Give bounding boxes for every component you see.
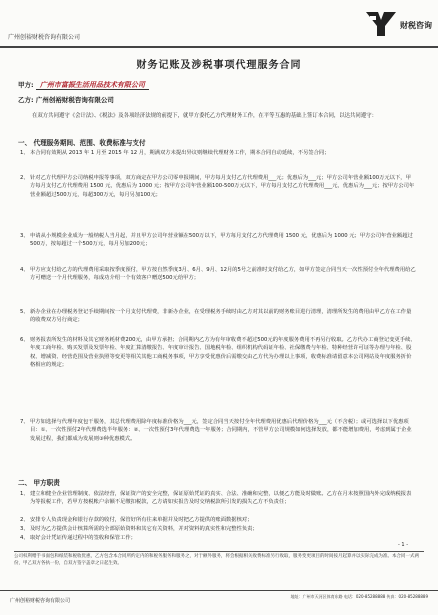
clause-text: 取好会计凭证传递过程中的签收和保管工作； bbox=[30, 535, 136, 541]
party-b-label: 乙方: bbox=[18, 96, 34, 104]
clause-number: 3、 bbox=[20, 526, 29, 532]
clause-number: 1、 bbox=[20, 150, 29, 156]
party-b bbox=[18, 95, 114, 104]
clause-2-2 bbox=[20, 516, 416, 524]
clause-1-3 bbox=[20, 232, 416, 249]
party-a-name: 广州市富振生活用品技术有限公司 bbox=[36, 80, 149, 90]
clause-text: 本合同有效期从 2013 年 1 月至 2015 年 12 月，期满双方未提出异议则继续代理财务工作，期本合同自动延续，不另签合同； bbox=[30, 150, 330, 156]
clause-text: 安排专人负责现金和银行存款的收付，保管好所有往来单据并及时把乙方提供的账面数据核对； bbox=[30, 517, 253, 523]
clause-1-4 bbox=[20, 266, 416, 283]
section-2-heading: 二、 甲方职责 bbox=[18, 479, 60, 487]
logo-icon bbox=[364, 10, 398, 38]
clause-text: 甲方应支付给乙方的代理费用采取按季度预付，甲方按自然季度3月、6月、9月、12月的5号之前准时支付给乙方，如甲方签定合同当天一次性预付全年代理费用给乙方可赠送一个月代理服务，每成功介绍一个有效客户赠送500元给甲方； bbox=[30, 267, 416, 282]
brand-name: 财税咨询 bbox=[400, 21, 432, 30]
contract-title: 财务记账及涉税事项代理服务合同 bbox=[136, 60, 302, 71]
clause-1-6 bbox=[20, 336, 416, 369]
clause-number: 1、 bbox=[20, 491, 29, 497]
clause-number: 5、 bbox=[20, 309, 29, 315]
clause-number: 7、 bbox=[20, 419, 29, 425]
clause-text: 甲方如选择与代理年度包干服务，其总代理费用除年度标准价格为___元，签定合同当天按付全年代理费用优惠后代理价格为___元（不含税）；或可选择以下优惠项目：①、一次性预付2年代理费选半年服务：②、一次性预付3年代理费选一年服务；合同期内，不管甲方公司规模如何选择发放，都不能增加费用，考虑到属于企业发展过程，我们都成为发展则③种优惠模式。 bbox=[30, 419, 412, 442]
clause-text: 财务报表所发生的材料及其它财务耗材费200元，由甲方承担；合同期内乙方为有年审收费不超过500元的年度服务费用不再另行收取。乙方代办工商登记变更手续、年度工商年检、购买发票及发票年检、年度汇算清缴报告、年度审计报告、国地税年检、组织机构代码证年检、社保缴费与年检、特种经营许可证等办理与年检、股权、增减资、经营范围及营业执照等变更等相关其他工商税务事项，甲方享受优惠价后需缴交由乙方代为办理以上事项，收费标准请留意本公司网站及年度服务折价格相应的规定； bbox=[30, 337, 416, 368]
party-a bbox=[18, 80, 149, 90]
clause-1-2 bbox=[20, 174, 416, 199]
clause-1-7 bbox=[20, 418, 416, 443]
section-1-heading: 一、 代理服务期间、范围、收费标准与支付 bbox=[18, 139, 146, 147]
party-a-label: 甲方: bbox=[18, 81, 34, 89]
clause-text: 申请从小规模企业成为一般纳税人当月起，并且甲方公司年营业额在500万以下，甲方每月支付乙方代理费用 1500 元，优惠后为 1000 元；甲方公司年营业额超过500万，按每超过一个500万元，每月另加200元； bbox=[30, 233, 413, 248]
clause-number: 2、 bbox=[20, 517, 29, 523]
clause-2-4 bbox=[20, 534, 416, 542]
page-header bbox=[0, 0, 438, 48]
page-footer bbox=[0, 590, 438, 616]
clause-text: 针对乙方代理甲方公司纳税申报等事项，双方商定在甲方公司零申报期间，甲方每月支付乙方代理费用___元；优惠后为___元；甲方公司年营业额100万元以下，甲方每月支付乙方代理费用 1500 元，优惠后为 1000 元；按甲方公司年营业额100-500万元以下，甲方每月支付乙方代理费用___元，优惠后为___元；按甲方公司年营业额超过500万元，每超300万元，每月另加100元； bbox=[30, 175, 415, 198]
clause-number: 4、 bbox=[20, 267, 29, 273]
footer-company: 广州创裕财税咨询有限公司 bbox=[10, 598, 71, 604]
clause-number: 2、 bbox=[20, 175, 29, 181]
footnote: 公司权利赠手书面包和纸装和税收优惠，乙方包含本合同所约定内的和税务服务和服务之，对于额外服务，将会根据相关收费标准另行收取，服务变更项目的时间按月起算并以实际完成为准。本合同一式两份，甲乙双方各执一份，自双方签字盖章之日起生效。 bbox=[14, 551, 424, 567]
clause-number: 3、 bbox=[20, 233, 29, 239]
clause-text: 新办企业在办理税务登记手续期间按一个月支付代理费，非新办企业，在受理税务手续时由乙方对其以前的财务账目进行清理，清理所发生的费用由甲乙方在工作量的收费双方另行商定； bbox=[30, 309, 412, 324]
header-company: 广州创裕财税咨询有限公司 bbox=[8, 34, 81, 41]
clause-1-5 bbox=[20, 308, 416, 325]
footer-contact: 地址：广州市天河区体育东路 电话：020-85288888 传真：020-85288889 bbox=[290, 594, 428, 599]
clause-2-1 bbox=[20, 490, 416, 507]
intro-paragraph: 在双方共同遵守《会计法》、《税法》及各项经济法规的前提下，就甲方委托乙方代理财务工作，在平等互惠的基础上签订本合同，以达共同遵守： bbox=[32, 113, 377, 119]
clause-text: 建立和健全企业管理制度、依法经营，保证资产的安全完整，保证原始凭证的真实、合法、准确和完整，以便乙方能及时做账。乙方在月末按照国内外完成纳税报表为等报税工作，若甲方按税帐户余额不足缴扣税款，乙方请如实报告及时交纳税款所引发的损失乙方不负责任； bbox=[30, 491, 412, 506]
page-number: - 1 - bbox=[398, 542, 408, 548]
clause-1-1 bbox=[20, 149, 416, 157]
clause-2-3 bbox=[20, 525, 416, 533]
clause-number: 4、 bbox=[20, 535, 29, 541]
party-b-name: 广州创裕财税咨询有限公司 bbox=[35, 96, 114, 104]
clause-number: 6、 bbox=[20, 337, 29, 343]
clause-text: 及时为乙方提供会计核算所需的全部原始资料和其它有关资料，并对资料的真实性和完整性负责； bbox=[30, 526, 258, 532]
